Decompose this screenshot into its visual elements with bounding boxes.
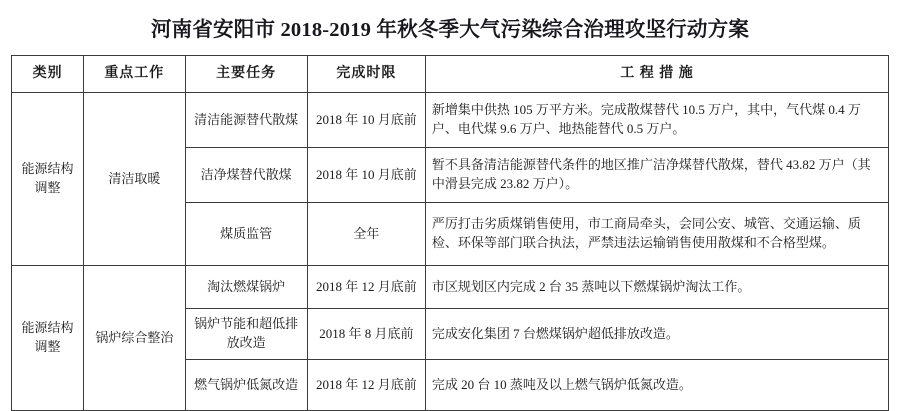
- cell-main-task: 淘汰燃煤锅炉: [185, 266, 307, 309]
- cell-main-task: 洁净煤替代散煤: [185, 148, 307, 203]
- table-row: [12, 266, 889, 309]
- cell-category: 能源结构调整: [12, 266, 84, 411]
- column-header-measures: 工 程 措 施: [425, 56, 888, 93]
- table-header-row: [12, 56, 889, 93]
- table-header: [12, 56, 889, 93]
- column-header-deadline: 完成时限: [307, 56, 425, 93]
- cell-deadline: 2018 年 10 月底前: [307, 148, 425, 203]
- action-plan-table: [11, 55, 889, 411]
- cell-main-task: 锅炉节能和超低排放改造: [185, 309, 307, 360]
- cell-measures: 完成安化集团 7 台燃煤锅炉超低排放改造。: [425, 309, 888, 360]
- cell-measures: 市区规划区内完成 2 台 35 蒸吨以下燃煤锅炉淘汰工作。: [425, 266, 888, 309]
- cell-measures: 暂不具备清洁能源替代条件的地区推广洁净煤替代散煤，替代 43.82 万户（其中滑县完成 23.82 万户）。: [425, 148, 888, 203]
- table-body: [12, 93, 889, 411]
- table-row: [12, 93, 889, 148]
- plan-table-container: [11, 55, 889, 411]
- cell-main-task: 燃气锅炉低氮改造: [185, 360, 307, 411]
- cell-key-work: 锅炉综合整治: [84, 266, 185, 411]
- cell-deadline: 2018 年 12 月底前: [307, 266, 425, 309]
- cell-main-task: 煤质监管: [185, 203, 307, 266]
- cell-measures: 完成 20 台 10 蒸吨及以上燃气锅炉低氮改造。: [425, 360, 888, 411]
- cell-deadline: 全年: [307, 203, 425, 266]
- cell-deadline: 2018 年 8 月底前: [307, 309, 425, 360]
- column-header-category: 类别: [12, 56, 84, 93]
- cell-deadline: 2018 年 10 月底前: [307, 93, 425, 148]
- cell-deadline: 2018 年 12 月底前: [307, 360, 425, 411]
- cell-measures: 严厉打击劣质煤销售使用，市工商局牵头，会同公安、城管、交通运输、质检、环保等部门联合执法，严禁违法运输销售使用散煤和不合格型煤。: [425, 203, 888, 266]
- column-header-main-task: 主要任务: [185, 56, 307, 93]
- column-header-key-work: 重点工作: [84, 56, 185, 93]
- cell-category: 能源结构调整: [12, 93, 84, 266]
- cell-measures: 新增集中供热 105 万平方米。完成散煤替代 10.5 万户，其中，气代煤 0.4 万户、电代煤 9.6 万户、地热能替代 0.5 万户。: [425, 93, 888, 148]
- page-title: 河南省安阳市 2018-2019 年秋冬季大气污染综合治理攻坚行动方案: [150, 19, 750, 41]
- cell-main-task: 清洁能源替代散煤: [185, 93, 307, 148]
- cell-key-work: 清洁取暖: [84, 93, 185, 266]
